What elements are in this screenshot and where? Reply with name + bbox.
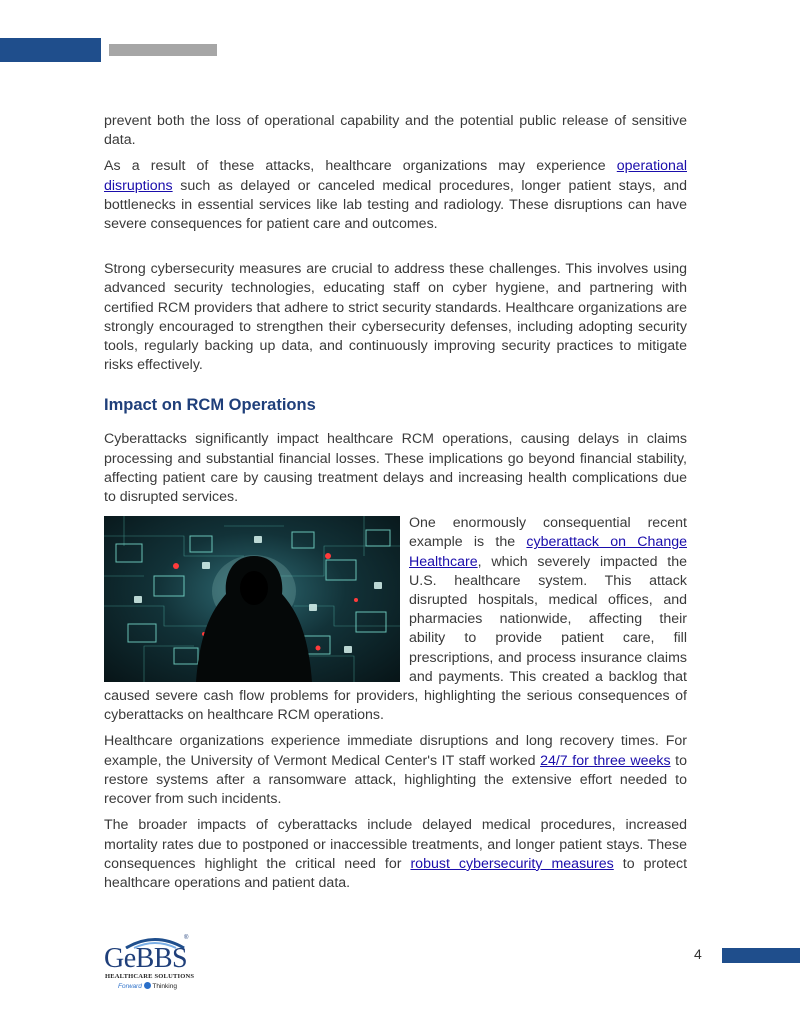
section-heading: Impact on RCM Operations [104, 396, 316, 415]
cybersecurity-measures-link[interactable]: robust cybersecurity measures [410, 855, 614, 872]
header-accent-bar [0, 38, 101, 62]
paragraph-5-text: One enormously consequential recent example is the [409, 515, 687, 551]
hooded-hacker-image [104, 516, 400, 682]
globe-icon [144, 982, 151, 989]
document-body [104, 112, 687, 900]
paragraph-5-text-end: , which severely impacted the U.S. healthcare system. This attack disrupted hospitals, medical offices, and pharmacies nationwide, affecting their ability to provide patient care, fill prescriptions, and process insurance claims and payments. This created a backlog that caused severe cash flow problems for providers, highlighting the serious consequences of cyberattacks on healthcare RCM operations. [104, 553, 687, 724]
logo-tagline [118, 982, 177, 990]
paragraph-3: Strong cybersecurity measures are crucial to address these challenges. This involves using advanced security technologies, educating staff on cyber hygiene, and partnering with certified RCM providers that adhere to strict security standards. Healthcare organizations are strongly encouraged to strengthen their cybersecurity defenses, including adopting security tools, regularly backing up data, and continuously improving security practices to mitigate risks effectively. [104, 261, 687, 374]
header-secondary-bar [109, 44, 217, 56]
paragraph-2-text: As a result of these attacks, healthcare organizations may experience [104, 158, 617, 175]
paragraph-1: prevent both the loss of operational capability and the potential public release of sensitive data. [104, 113, 687, 149]
paragraph-6 [104, 732, 687, 809]
paragraph-7-text: The broader impacts of cyberattacks include delayed medical procedures, increased mortality rates due to postponed or inaccessible treatments, and longer patient stays. These consequences highlight the critical need for [104, 817, 687, 872]
footer-accent-bar [722, 948, 800, 963]
paragraph-7-text-end: to protect healthcare operations and patient data. [104, 855, 688, 891]
gebbs-logo [104, 935, 194, 993]
logo-tag-forward: Forward [118, 983, 142, 990]
paragraph-2-text-end: such as delayed or canceled medical procedures, longer patient stays, and bottlenecks in essential services like lab testing and radiology. These disruptions can have severe consequences for patient care and outcomes. [104, 177, 687, 233]
registered-mark: ® [184, 935, 189, 941]
paragraph-4: Cyberattacks significantly impact healthcare RCM operations, causing delays in claims processing and substantial financial losses. These implications go beyond financial stability, affecting patient care by causing treatment delays and increasing health complications due to disrupted services. [104, 431, 687, 506]
paragraph-5 [104, 514, 687, 725]
paragraph-6-text-end: to restore systems after a ransomware attack, highlighting the extensive effort needed to recover from such incidents. [104, 752, 687, 808]
page-number: 4 [694, 946, 702, 962]
paragraph-7 [104, 816, 687, 893]
paragraph-2 [104, 157, 687, 234]
logo-tag-thinking: Thinking [152, 983, 177, 990]
paragraph-6-text: Healthcare organizations experience immediate disruptions and long recovery times. For example, the University of Vermont Medical Center's IT staff worked [104, 733, 687, 769]
operational-disruptions-link[interactable]: operational disruptions [104, 158, 687, 194]
change-healthcare-link[interactable]: cyberattack on Change Healthcare [409, 534, 687, 570]
logo-subtitle: HEALTHCARE SOLUTIONS [105, 973, 195, 980]
three-weeks-link[interactable]: 24/7 for three weeks [540, 752, 671, 769]
logo-name: GeBBS [104, 943, 188, 974]
